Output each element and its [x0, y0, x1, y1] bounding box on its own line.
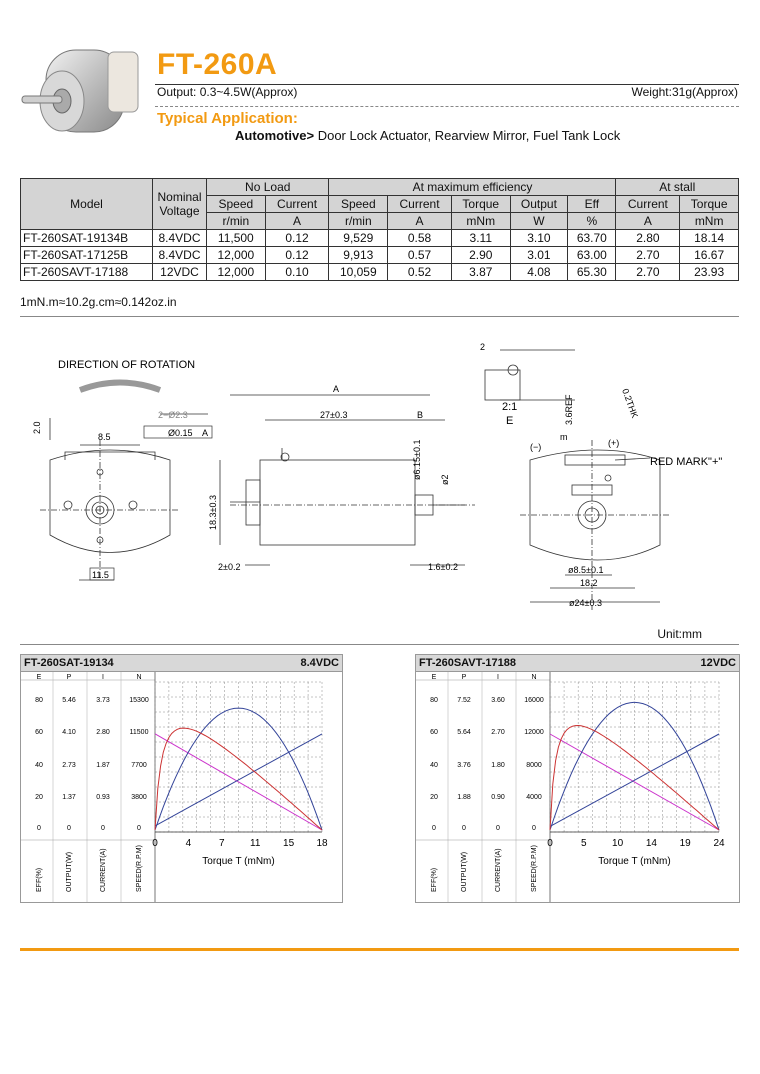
- axis-tick-label: 1.80: [491, 762, 505, 769]
- table-cell: 16.67: [680, 247, 739, 264]
- column-head: E: [36, 674, 42, 681]
- chart-title: FT-260SAT-19134: [24, 657, 114, 669]
- axis-tick-label: 0: [67, 825, 71, 832]
- model-cell: FT-260SAVT-17188: [21, 264, 153, 281]
- table-cell: 12,000: [207, 264, 266, 281]
- column-head: P: [66, 674, 72, 681]
- x-tick-label: 0: [547, 838, 553, 849]
- table-cell: 8.4VDC: [153, 247, 207, 264]
- dim-0-2thk: 0.2THK: [620, 387, 640, 420]
- chart-title: FT-260SAVT-17188: [419, 657, 517, 669]
- dim-27: 27±0.3: [320, 410, 348, 420]
- table-cell: 0.58: [388, 230, 452, 247]
- axis-tick-label: 80: [430, 697, 438, 704]
- axis-label: OUTPUT(W): [461, 851, 468, 892]
- dim-11-5: 11.5: [92, 570, 109, 580]
- x-axis-label: Torque T (mNm): [598, 856, 671, 867]
- axis-tick-label: 3800: [131, 794, 147, 801]
- table-cell: 12,000: [207, 247, 266, 264]
- column-head: I: [102, 674, 104, 681]
- table-cell: 63.70: [568, 230, 616, 247]
- table-cell: 0.12: [265, 230, 329, 247]
- th-model: Model: [21, 179, 153, 230]
- x-tick-label: 14: [645, 838, 657, 849]
- table-cell: 18.14: [680, 230, 739, 247]
- spec-table: [20, 178, 739, 281]
- dim-1-6: 1.6±0.2: [428, 562, 458, 572]
- application-category: Automotive>: [235, 128, 315, 143]
- dim-m: m: [560, 432, 568, 442]
- motor-photo: [18, 38, 158, 143]
- axis-tick-label: 2.73: [62, 762, 76, 769]
- th-unit: A: [616, 213, 680, 230]
- th-speed: Speed: [207, 196, 266, 213]
- table-cell: 9,913: [329, 247, 388, 264]
- model-cell: FT-260SAT-17125B: [21, 247, 153, 264]
- x-tick-label: 7: [219, 838, 225, 849]
- axis-tick-label: 0: [432, 825, 436, 832]
- th-output: Output: [510, 196, 568, 213]
- th-max-eff: At maximum efficiency: [329, 179, 616, 196]
- table-row: [21, 247, 739, 264]
- th-current: Current: [616, 196, 680, 213]
- performance-chart-2: [415, 654, 740, 903]
- chart-svg: [416, 672, 739, 902]
- dim-tolerance: Ø0.15: [168, 428, 193, 438]
- table-cell: 0.57: [388, 247, 452, 264]
- dim-datum: A: [202, 428, 209, 438]
- th-speed: Speed: [329, 196, 388, 213]
- th-current: Current: [388, 196, 452, 213]
- axis-tick-label: 60: [430, 729, 438, 736]
- axis-tick-label: 16000: [524, 697, 544, 704]
- axis-tick-label: 60: [35, 729, 43, 736]
- dim-b: B: [417, 410, 424, 420]
- axis-tick-label: 12000: [524, 729, 544, 736]
- axis-label: EFF(%): [36, 867, 43, 892]
- table-cell: 3.11: [451, 230, 510, 247]
- axis-tick-label: 40: [430, 762, 438, 769]
- table-cell: 2.80: [616, 230, 680, 247]
- chart-header: [21, 655, 342, 672]
- axis-tick-label: 0.90: [491, 794, 505, 801]
- table-cell: 3.01: [510, 247, 568, 264]
- axis-tick-label: 3.73: [96, 697, 110, 704]
- table-cell: 0.12: [265, 247, 329, 264]
- column-head: P: [461, 674, 467, 681]
- chart-svg: [21, 672, 342, 902]
- x-tick-label: 24: [713, 838, 725, 849]
- table-cell: 11,500: [207, 230, 266, 247]
- table-cell: 8.4VDC: [153, 230, 207, 247]
- chart-voltage: 12VDC: [700, 657, 736, 669]
- dim-2-0-2: 2±0.2: [218, 562, 241, 572]
- axis-tick-label: 80: [35, 697, 43, 704]
- terminal-plus: (+): [608, 438, 620, 448]
- x-tick-label: 10: [612, 838, 624, 849]
- axis-tick-label: 2.80: [96, 729, 110, 736]
- x-tick-label: 15: [283, 838, 295, 849]
- axis-tick-label: 0.93: [96, 794, 110, 801]
- table-cell: 4.08: [510, 264, 568, 281]
- axis-tick-label: 4.10: [62, 729, 76, 736]
- th-stall: At stall: [616, 179, 739, 196]
- th-voltage: Nominal Voltage: [153, 179, 207, 230]
- table-row: [21, 230, 739, 247]
- th-unit: A: [265, 213, 329, 230]
- axis-tick-label: 40: [35, 762, 43, 769]
- footer-bar: [20, 948, 739, 951]
- dim-holes: 2−Ø2.3: [158, 410, 188, 420]
- x-axis-label: Torque T (mNm): [202, 856, 275, 867]
- axis-tick-label: 20: [430, 794, 438, 801]
- axis-tick-label: 0: [137, 825, 141, 832]
- axis-tick-label: 3.60: [491, 697, 505, 704]
- performance-chart-1: [20, 654, 343, 903]
- axis-tick-label: 2.70: [491, 729, 505, 736]
- dim-18-2: 18.2: [580, 578, 598, 588]
- dim-18-3: 18.3±0.3: [208, 495, 218, 530]
- axis-tick-label: 0: [462, 825, 466, 832]
- axis-tick-label: 7.52: [457, 697, 471, 704]
- dim-6-15: ø6.15±0.1: [412, 439, 422, 480]
- table-cell: 2.70: [616, 264, 680, 281]
- terminal-minus: (−): [530, 442, 542, 452]
- th-unit: mNm: [680, 213, 739, 230]
- model-cell: FT-260SAT-19134B: [21, 230, 153, 247]
- axis-tick-label: 4000: [526, 794, 542, 801]
- table-cell: 23.93: [680, 264, 739, 281]
- unit-conversion: 1mN.m≈10.2g.cm≈0.142oz.in: [20, 295, 177, 309]
- dim-8-5: 8.5: [98, 432, 111, 442]
- axis-tick-label: 7700: [131, 762, 147, 769]
- th-unit: W: [510, 213, 568, 230]
- column-head: N: [136, 674, 142, 681]
- axis-label: EFF(%): [431, 867, 438, 892]
- dim-2: 2: [480, 342, 486, 352]
- x-tick-label: 5: [581, 838, 587, 849]
- x-tick-label: 18: [316, 838, 328, 849]
- axis-tick-label: 5.46: [62, 697, 76, 704]
- axis-tick-label: 15300: [129, 697, 149, 704]
- axis-label: CURRENT(A): [100, 848, 107, 892]
- output-spec: Output: 0.3~4.5W(Approx): [157, 85, 298, 99]
- axis-tick-label: 11500: [129, 729, 149, 736]
- table-cell: 9,529: [329, 230, 388, 247]
- table-cell: 3.10: [510, 230, 568, 247]
- typical-application-label: Typical Application:: [157, 110, 298, 127]
- unit-label: Unit:mm: [657, 627, 702, 641]
- th-no-load: No Load: [207, 179, 329, 196]
- dim-8-5b: ø8.5±0.1: [568, 565, 604, 575]
- table-cell: 10,059: [329, 264, 388, 281]
- axis-tick-label: 0: [532, 825, 536, 832]
- x-tick-label: 19: [679, 838, 691, 849]
- axis-tick-label: 0: [496, 825, 500, 832]
- table-cell: 2.90: [451, 247, 510, 264]
- axis-tick-label: 1.88: [457, 794, 471, 801]
- column-head: E: [431, 674, 437, 681]
- th-unit: r/min: [329, 213, 388, 230]
- axis-tick-label: 3.76: [457, 762, 471, 769]
- dim-24: ø24±0.3: [569, 598, 602, 608]
- axis-tick-label: 8000: [526, 762, 542, 769]
- axis-tick-label: 5.64: [457, 729, 471, 736]
- red-mark-label: RED MARK"+": [650, 456, 723, 468]
- table-cell: 63.00: [568, 247, 616, 264]
- th-current: Current: [265, 196, 329, 213]
- chart-voltage: 8.4VDC: [300, 657, 339, 669]
- application-line: [235, 128, 620, 143]
- technical-drawing: [20, 330, 740, 630]
- table-cell: 65.30: [568, 264, 616, 281]
- th-torque: Torque: [451, 196, 510, 213]
- dim-scale: 2:1: [502, 401, 518, 413]
- chart-header: [416, 655, 739, 672]
- table-cell: 2.70: [616, 247, 680, 264]
- th-unit: mNm: [451, 213, 510, 230]
- dim-3-6: 3.6REF: [564, 394, 574, 425]
- application-list: Door Lock Actuator, Rearview Mirror, Fuel Tank Lock: [314, 128, 621, 143]
- th-unit: r/min: [207, 213, 266, 230]
- table-row: [21, 264, 739, 281]
- axis-tick-label: 20: [35, 794, 43, 801]
- weight-spec: Weight:31g(Approx): [631, 85, 738, 99]
- dim-a: A: [333, 384, 340, 394]
- dim-e: E: [506, 415, 514, 427]
- direction-label: DIRECTION OF ROTATION: [58, 359, 196, 371]
- table-cell: 0.10: [265, 264, 329, 281]
- axis-label: SPEED(R.P.M): [531, 845, 538, 892]
- axis-label: CURRENT(A): [495, 848, 502, 892]
- th-eff: Eff: [568, 196, 616, 213]
- th-unit: A: [388, 213, 452, 230]
- table-cell: 0.52: [388, 264, 452, 281]
- dim-2-0: 2.0: [32, 421, 42, 434]
- dim-2-shaft: ø2: [440, 474, 450, 485]
- x-tick-label: 4: [185, 838, 192, 849]
- axis-tick-label: 0: [37, 825, 41, 832]
- x-tick-label: 11: [250, 838, 261, 849]
- axis-tick-label: 1.37: [62, 794, 76, 801]
- page-title: FT-260A: [157, 48, 278, 81]
- axis-label: OUTPUT(W): [66, 851, 73, 892]
- table-cell: 3.87: [451, 264, 510, 281]
- column-head: I: [497, 674, 499, 681]
- th-unit: %: [568, 213, 616, 230]
- column-head: N: [531, 674, 537, 681]
- axis-label: SPEED(R.P.M): [136, 845, 143, 892]
- th-torque: Torque: [680, 196, 739, 213]
- axis-tick-label: 0: [101, 825, 105, 832]
- x-tick-label: 0: [152, 838, 158, 849]
- axis-tick-label: 1.87: [96, 762, 110, 769]
- table-cell: 12VDC: [153, 264, 207, 281]
